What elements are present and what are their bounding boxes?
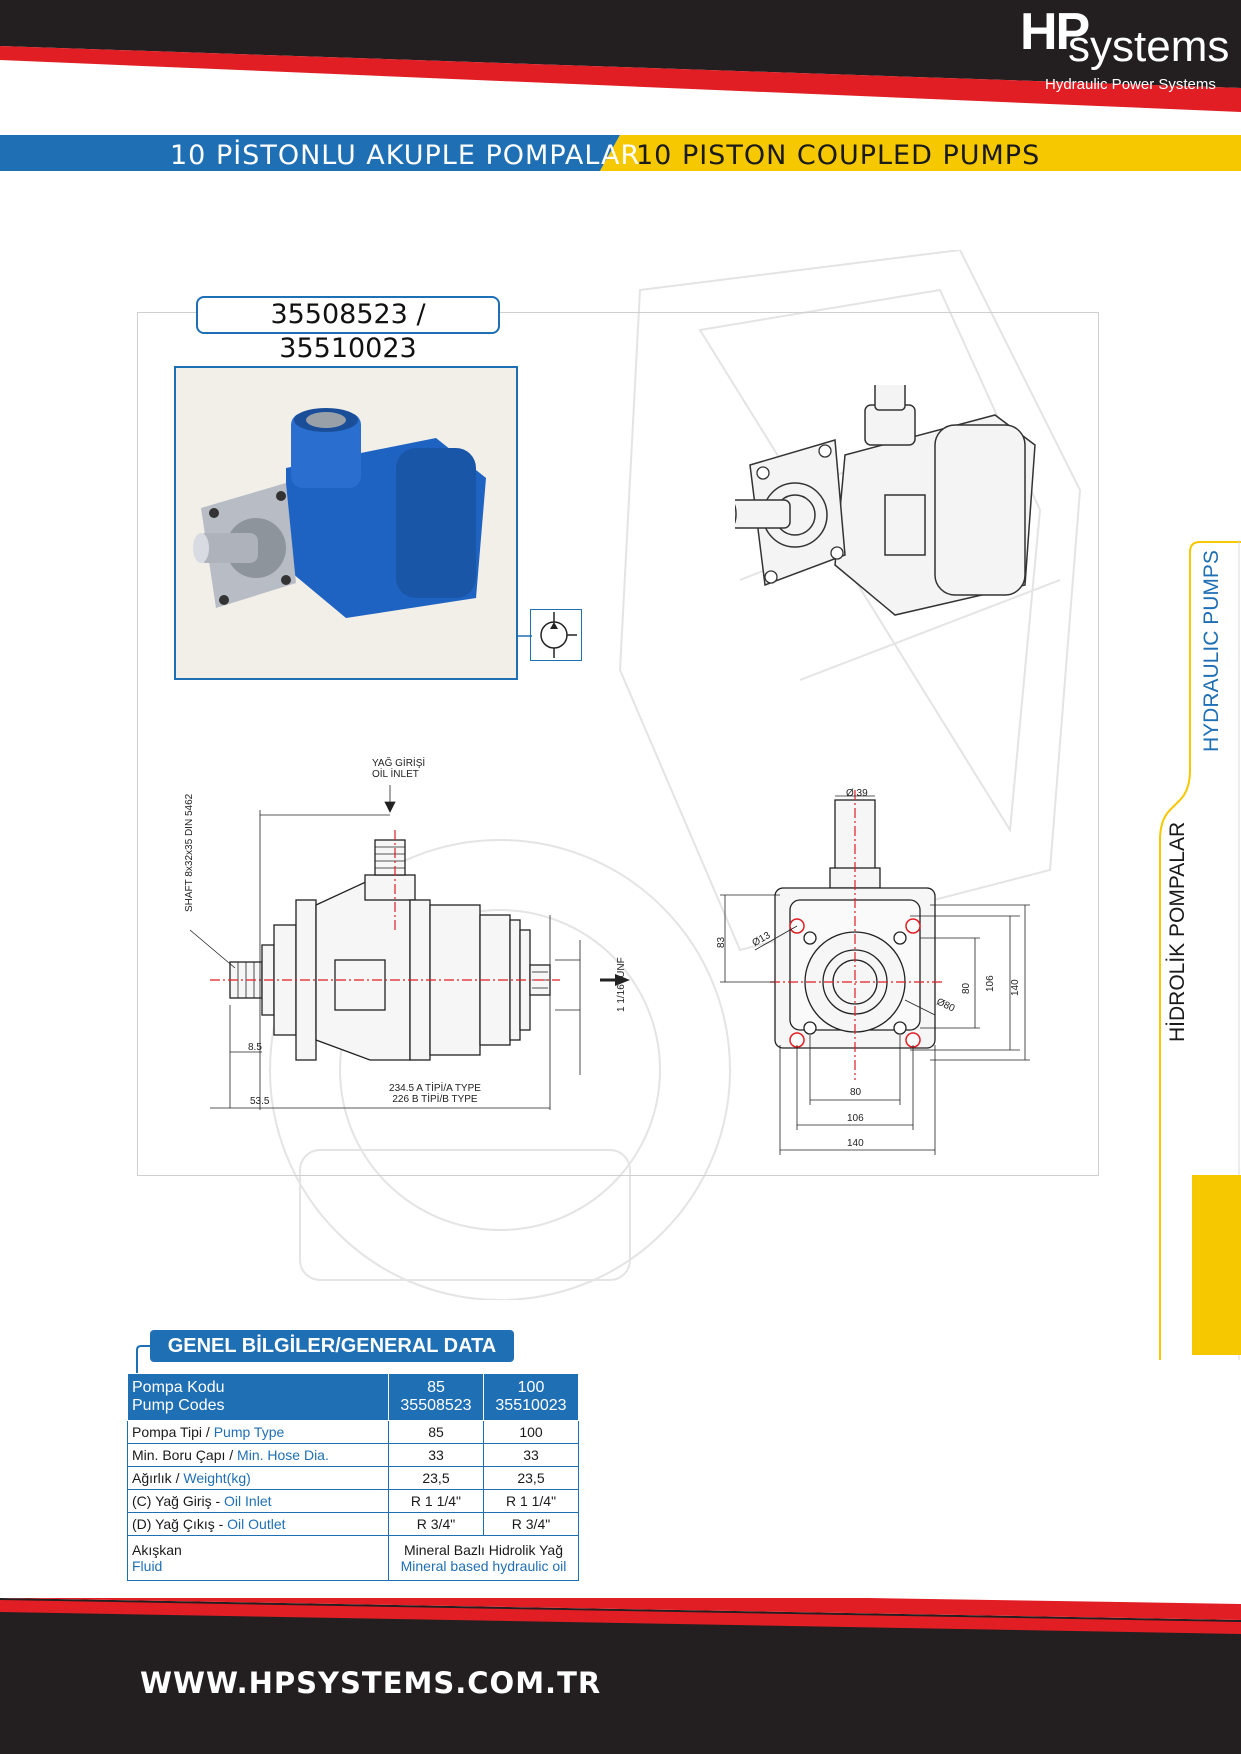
oil-inlet-label (372, 758, 425, 780)
table-row-fluid (128, 1536, 579, 1581)
side-tab-decoration (1150, 540, 1241, 1360)
fluid-label (128, 1536, 389, 1581)
hydraulic-pump-symbol-icon (530, 609, 582, 661)
thread-spec-label: 1 1/16" UNF (616, 957, 627, 1012)
dim-83: 83 (716, 936, 727, 948)
length-b-type: 226 B TİPİ/B TYPE (392, 1094, 478, 1105)
row-label-tr: Ağırlık / (132, 1470, 184, 1486)
page-title-en: 10 PISTON COUPLED PUMPS (636, 140, 1041, 171)
header-col-85-type: 85 (427, 1379, 445, 1396)
header-col-85-code: 35508523 (400, 1397, 472, 1414)
pump-photo-illustration (176, 368, 516, 678)
row-label (128, 1444, 389, 1467)
row-label-tr: Pompa Tipi / (132, 1424, 214, 1440)
dim-8-5: 8.5 (248, 1042, 262, 1053)
header-col-100-code: 35510023 (495, 1397, 567, 1414)
row-value-100: R 1 1/4" (483, 1490, 578, 1513)
row-label (128, 1421, 389, 1444)
brand-logo-systems: systems (1068, 22, 1230, 71)
row-label-en: Pump Type (213, 1424, 285, 1440)
general-data-table (127, 1373, 579, 1581)
fluid-label-en: Fluid (132, 1558, 163, 1574)
dim-80-vertical: 80 (961, 982, 972, 994)
row-value-100: 100 (483, 1421, 578, 1444)
header-col-85 (388, 1374, 483, 1421)
brand-logo-hp: HP (1020, 3, 1089, 61)
row-label-en: Oil Inlet (224, 1493, 272, 1509)
fluid-label-tr: Akışkan (132, 1542, 182, 1558)
row-label-en: Min. Hose Dia. (237, 1447, 329, 1463)
table-header-row (128, 1374, 579, 1421)
pump-isometric-drawing (735, 385, 1055, 645)
fluid-value (388, 1536, 578, 1581)
fluid-value-en: Mineral based hydraulic oil (400, 1558, 567, 1574)
row-value-85: 85 (388, 1421, 483, 1444)
row-label (128, 1513, 389, 1536)
row-label-tr: Min. Boru Çapı / (132, 1447, 238, 1463)
oil-inlet-label-tr: YAĞ GİRİŞİ (372, 758, 426, 769)
header-label-tr: Pompa Kodu (132, 1379, 225, 1396)
row-value-100: R 3/4" (483, 1513, 578, 1536)
row-value-100: 23,5 (483, 1467, 578, 1490)
row-label-en: Weight(kg) (183, 1470, 251, 1486)
dim-140-horizontal: 140 (847, 1138, 864, 1149)
overall-length-label (360, 1083, 510, 1105)
table-row (128, 1467, 579, 1490)
dim-80-horizontal: 80 (850, 1087, 862, 1098)
dim-dia-39: Ø 39 (846, 788, 868, 799)
header-label-cell (128, 1374, 389, 1421)
dim-53-5: 53.5 (250, 1096, 270, 1107)
header-label-en: Pump Codes (132, 1397, 225, 1414)
dim-106-horizontal: 106 (847, 1113, 864, 1124)
row-value-85: R 3/4" (388, 1513, 483, 1536)
symbol-connector (518, 634, 532, 638)
row-value-100: 33 (483, 1444, 578, 1467)
table-row (128, 1490, 579, 1513)
table-row (128, 1421, 579, 1444)
dim-dia-80: Ø80 (934, 996, 957, 1015)
general-data-title: GENEL BİLGİLER/GENERAL DATA (150, 1330, 514, 1362)
row-value-85: 23,5 (388, 1467, 483, 1490)
table-row (128, 1444, 579, 1467)
length-a-type: 234.5 A TİPİ/A TYPE (389, 1083, 481, 1094)
page-title-tr: 10 PİSTONLU AKUPLE POMPALAR (170, 140, 641, 171)
fluid-value-tr: Mineral Bazlı Hidrolik Yağ (403, 1542, 563, 1558)
pump-side-view-drawing (160, 740, 630, 1120)
dim-dia-13: Ø13 (750, 930, 773, 949)
footer-website-link[interactable]: WWW.HPSYSTEMS.COM.TR (140, 1666, 602, 1700)
header-col-100 (483, 1374, 578, 1421)
row-label-tr: (C) Yağ Giriş - (132, 1493, 225, 1509)
row-value-85: R 1 1/4" (388, 1490, 483, 1513)
oil-inlet-label-en: OİL İNLET (372, 769, 419, 780)
row-label (128, 1490, 389, 1513)
table-row (128, 1513, 579, 1536)
row-value-85: 33 (388, 1444, 483, 1467)
side-tab-label-tr: HİDROLİK POMPALAR (1166, 821, 1189, 1042)
dim-140-vertical: 140 (1010, 979, 1021, 996)
row-label-tr: (D) Yağ Çıkış - (132, 1516, 228, 1532)
brand-tagline: Hydraulic Power Systems (1045, 76, 1216, 93)
side-tab-label-en: HYDRAULIC PUMPS (1200, 550, 1223, 752)
shaft-spec-label: SHAFT 8x32x35 DIN 5462 (184, 793, 195, 912)
header-col-100-type: 100 (517, 1379, 545, 1396)
row-label (128, 1467, 389, 1490)
row-label-en: Oil Outlet (227, 1516, 286, 1532)
dim-106-vertical: 106 (985, 975, 996, 992)
pump-photo (174, 366, 518, 680)
model-codes-label: 35508523 / 35510023 (196, 296, 500, 334)
